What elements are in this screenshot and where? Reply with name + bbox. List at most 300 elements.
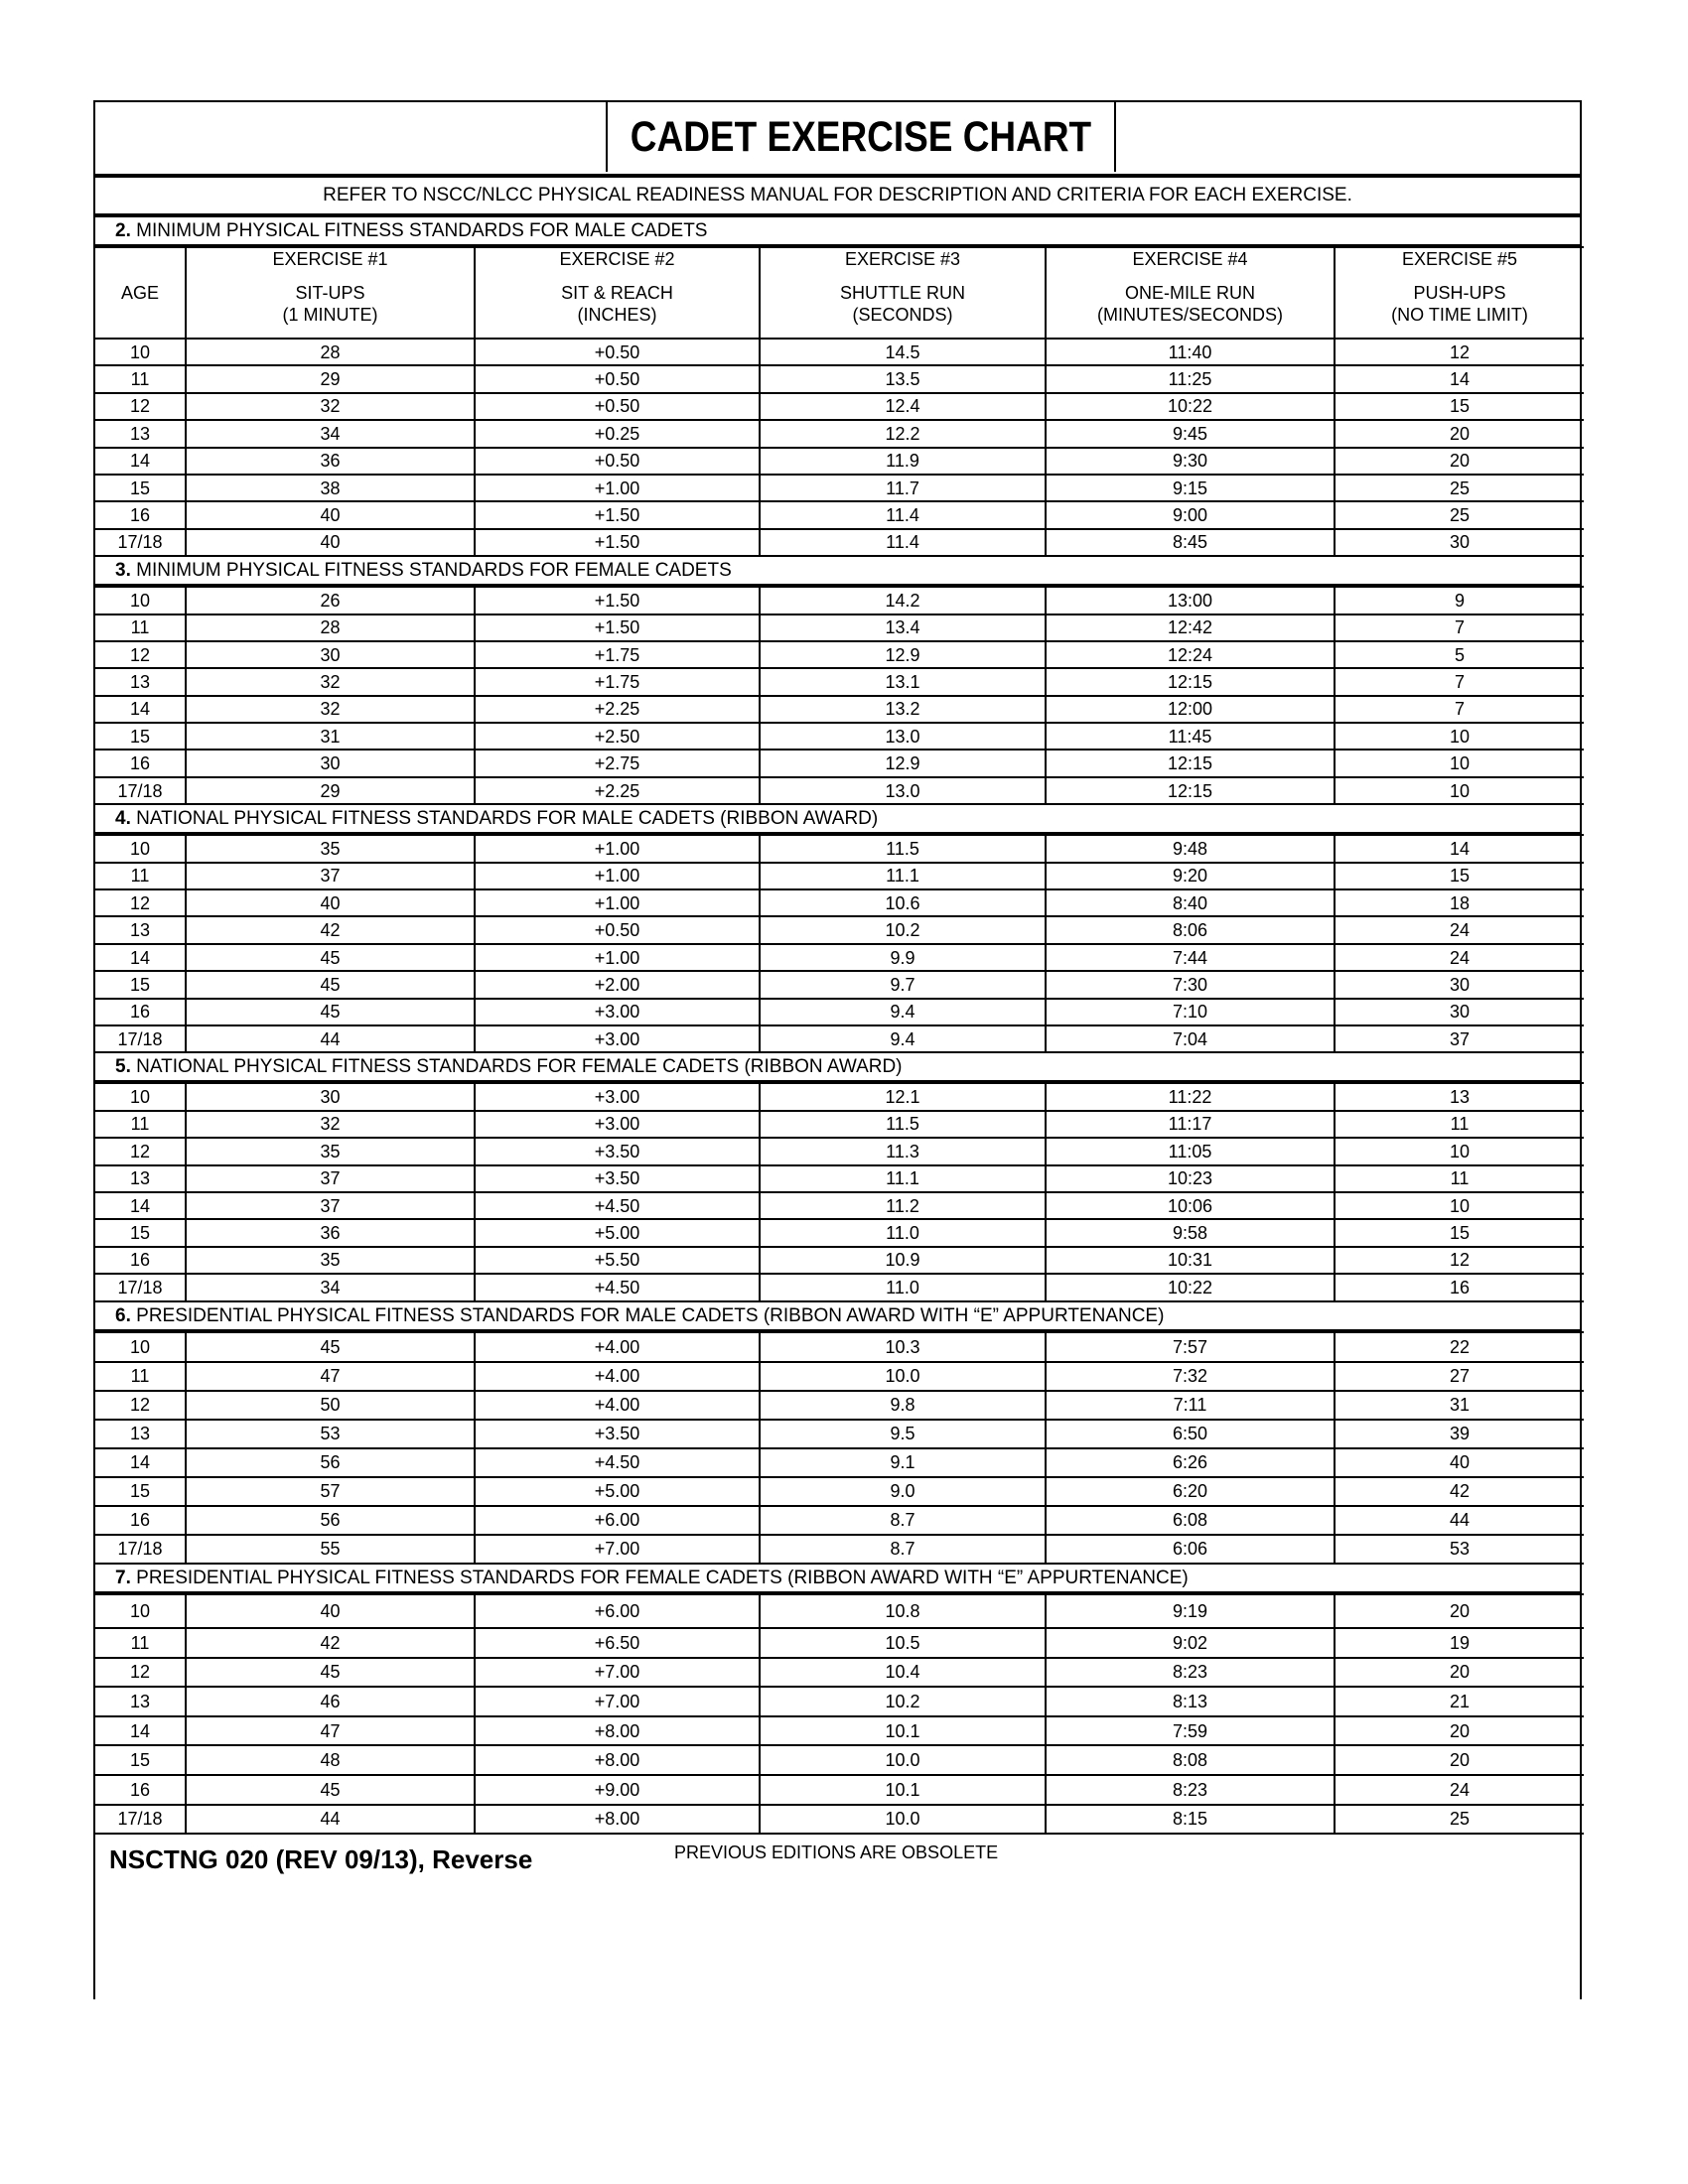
value-cell: 9.7	[760, 971, 1046, 998]
value-cell: 10.3	[760, 1332, 1046, 1362]
table-row	[95, 668, 1584, 695]
value-cell: 10.4	[760, 1658, 1046, 1688]
age-cell: 13	[95, 1420, 186, 1448]
exercise-name: SIT-UPS	[295, 283, 365, 303]
exercise-unit: (SECONDS)	[852, 305, 953, 325]
table-row	[95, 889, 1584, 916]
value-cell: 36	[186, 448, 475, 475]
value-cell: 32	[186, 696, 475, 723]
value-cell: 6:20	[1046, 1477, 1335, 1506]
value-cell: +1.50	[475, 587, 760, 614]
table-row	[95, 999, 1584, 1025]
footer	[95, 1835, 1580, 1894]
value-cell: 9:02	[1046, 1628, 1335, 1658]
exercise-number: EXERCISE #1	[272, 249, 388, 269]
value-cell: 25	[1335, 501, 1584, 528]
value-cell: +6.00	[475, 1594, 760, 1629]
exercise-number: EXERCISE #4	[1132, 249, 1248, 269]
value-cell: 50	[186, 1391, 475, 1420]
value-cell: 53	[1335, 1535, 1584, 1564]
value-cell: 55	[186, 1535, 475, 1564]
value-cell: 9:15	[1046, 475, 1335, 501]
value-cell: 12.1	[760, 1083, 1046, 1110]
value-cell: 9.0	[760, 1477, 1046, 1506]
age-cell: 14	[95, 944, 186, 971]
value-cell: 9	[1335, 587, 1584, 614]
value-cell: 13.1	[760, 668, 1046, 695]
value-cell: 35	[186, 835, 475, 862]
table-row	[95, 1111, 1584, 1138]
table-row	[95, 1745, 1584, 1775]
age-cell: 13	[95, 668, 186, 695]
value-cell: 34	[186, 1274, 475, 1300]
value-cell: 56	[186, 1506, 475, 1535]
age-cell: 14	[95, 1192, 186, 1219]
exercise-unit: (MINUTES/SECONDS)	[1096, 305, 1283, 325]
value-cell: 10	[1335, 1138, 1584, 1164]
exercise-header	[1046, 247, 1335, 339]
age-cell: 12	[95, 1391, 186, 1420]
value-cell: 7:44	[1046, 944, 1335, 971]
value-cell: 8:13	[1046, 1687, 1335, 1716]
exercise-header	[475, 247, 760, 339]
age-cell: 12	[95, 1658, 186, 1688]
value-cell: 11	[1335, 1165, 1584, 1192]
table-row	[95, 475, 1584, 501]
value-cell: 11.4	[760, 501, 1046, 528]
value-cell: +0.50	[475, 339, 760, 365]
age-cell: 13	[95, 916, 186, 943]
table-row	[95, 1420, 1584, 1448]
value-cell: 9:20	[1046, 863, 1335, 889]
table-row	[95, 393, 1584, 420]
value-cell: 10.2	[760, 1687, 1046, 1716]
table-row	[95, 971, 1584, 998]
value-cell: +8.00	[475, 1745, 760, 1775]
refer-note: REFER TO NSCC/NLCC PHYSICAL READINESS MANUAL FOR DESCRIPTION AND CRITERIA FOR EACH EXERCISE.	[95, 178, 1580, 217]
table-row	[95, 1274, 1584, 1300]
value-cell: 45	[186, 971, 475, 998]
value-cell: 6:08	[1046, 1506, 1335, 1535]
value-cell: +1.00	[475, 863, 760, 889]
value-cell: 11:17	[1046, 1111, 1335, 1138]
value-cell: 11:45	[1046, 723, 1335, 750]
value-cell: +8.00	[475, 1805, 760, 1835]
value-cell: 45	[186, 944, 475, 971]
value-cell: 28	[186, 339, 475, 365]
value-cell: 10:06	[1046, 1192, 1335, 1219]
age-cell: 14	[95, 1448, 186, 1477]
value-cell: 6:26	[1046, 1448, 1335, 1477]
value-cell: +5.50	[475, 1247, 760, 1274]
value-cell: +3.00	[475, 1025, 760, 1052]
value-cell: 9:48	[1046, 835, 1335, 862]
value-cell: 14	[1335, 365, 1584, 392]
sections-container	[95, 217, 1580, 1835]
value-cell: 10.5	[760, 1628, 1046, 1658]
section-number: 7.	[115, 1567, 131, 1588]
value-cell: 42	[1335, 1477, 1584, 1506]
age-cell: 14	[95, 1716, 186, 1746]
age-cell: 17/18	[95, 1805, 186, 1835]
age-cell: 13	[95, 420, 186, 447]
value-cell: 42	[186, 916, 475, 943]
value-cell: 8:45	[1046, 529, 1335, 556]
value-cell: 9:30	[1046, 448, 1335, 475]
age-cell: 16	[95, 750, 186, 776]
table-row	[95, 1716, 1584, 1746]
value-cell: +0.50	[475, 393, 760, 420]
table-row	[95, 1138, 1584, 1164]
value-cell: 16	[1335, 1274, 1584, 1300]
section-number: 2.	[115, 220, 131, 241]
value-cell: 8:23	[1046, 1658, 1335, 1688]
age-cell: 16	[95, 1247, 186, 1274]
value-cell: 7:10	[1046, 999, 1335, 1025]
value-cell: 10.0	[760, 1805, 1046, 1835]
age-cell: 15	[95, 1477, 186, 1506]
section-heading	[95, 1302, 1580, 1331]
standards-table	[95, 586, 1584, 805]
age-cell: 10	[95, 1083, 186, 1110]
table-row	[95, 529, 1584, 556]
value-cell: 12.2	[760, 420, 1046, 447]
value-cell: 9.9	[760, 944, 1046, 971]
table-row	[95, 501, 1584, 528]
value-cell: 32	[186, 393, 475, 420]
value-cell: 30	[186, 641, 475, 668]
value-cell: 11	[1335, 1111, 1584, 1138]
value-cell: +3.00	[475, 999, 760, 1025]
age-cell: 15	[95, 1219, 186, 1246]
value-cell: +3.50	[475, 1138, 760, 1164]
table-row	[95, 420, 1584, 447]
value-cell: 10:31	[1046, 1247, 1335, 1274]
age-cell: 13	[95, 1687, 186, 1716]
standards-table	[95, 246, 1584, 557]
value-cell: 13:00	[1046, 587, 1335, 614]
value-cell: 56	[186, 1448, 475, 1477]
table-row	[95, 1332, 1584, 1362]
value-cell: 11.0	[760, 1274, 1046, 1300]
table-row	[95, 614, 1584, 641]
value-cell: 7	[1335, 614, 1584, 641]
age-cell: 10	[95, 587, 186, 614]
value-cell: 13.0	[760, 777, 1046, 804]
value-cell: 32	[186, 1111, 475, 1138]
value-cell: 13.5	[760, 365, 1046, 392]
value-cell: 38	[186, 475, 475, 501]
value-cell: 20	[1335, 448, 1584, 475]
table-row	[95, 1219, 1584, 1246]
value-cell: +4.00	[475, 1332, 760, 1362]
table-row	[95, 750, 1584, 776]
value-cell: 12:15	[1046, 668, 1335, 695]
value-cell: +1.75	[475, 668, 760, 695]
value-cell: 22	[1335, 1332, 1584, 1362]
value-cell: 11.9	[760, 448, 1046, 475]
value-cell: 11.2	[760, 1192, 1046, 1219]
value-cell: +3.50	[475, 1420, 760, 1448]
value-cell: 29	[186, 365, 475, 392]
value-cell: 7:59	[1046, 1716, 1335, 1746]
age-cell: 10	[95, 835, 186, 862]
value-cell: 12:00	[1046, 696, 1335, 723]
section-number: 4.	[115, 808, 131, 830]
exercise-header	[1335, 247, 1584, 339]
value-cell: 10.1	[760, 1775, 1046, 1805]
exercise-unit: (INCHES)	[577, 305, 657, 325]
value-cell: 7:11	[1046, 1391, 1335, 1420]
value-cell: +7.00	[475, 1535, 760, 1564]
value-cell: 10	[1335, 1192, 1584, 1219]
value-cell: 9.8	[760, 1391, 1046, 1420]
value-cell: 15	[1335, 393, 1584, 420]
section-heading	[95, 1565, 1580, 1593]
section-title: NATIONAL PHYSICAL FITNESS STANDARDS FOR MALE CADETS (RIBBON AWARD)	[136, 808, 879, 830]
section-heading	[95, 217, 1580, 246]
value-cell: 10:23	[1046, 1165, 1335, 1192]
value-cell: 13.4	[760, 614, 1046, 641]
value-cell: 9:00	[1046, 501, 1335, 528]
value-cell: +2.50	[475, 723, 760, 750]
age-cell: 16	[95, 1506, 186, 1535]
value-cell: +2.00	[475, 971, 760, 998]
value-cell: +4.00	[475, 1391, 760, 1420]
value-cell: 10.1	[760, 1716, 1046, 1746]
age-cell: 16	[95, 999, 186, 1025]
age-cell: 13	[95, 1165, 186, 1192]
value-cell: 7:57	[1046, 1332, 1335, 1362]
age-cell: 15	[95, 1745, 186, 1775]
value-cell: 47	[186, 1716, 475, 1746]
value-cell: 10	[1335, 723, 1584, 750]
exercise-number: EXERCISE #3	[844, 249, 961, 269]
exercise-name: SIT & REACH	[561, 283, 673, 303]
table-row	[95, 1391, 1584, 1420]
value-cell: 8:06	[1046, 916, 1335, 943]
obsolete-note: PREVIOUS EDITIONS ARE OBSOLETE	[674, 1843, 999, 1863]
value-cell: 14.2	[760, 587, 1046, 614]
value-cell: 9:45	[1046, 420, 1335, 447]
standards-table	[95, 1331, 1584, 1565]
value-cell: 10.6	[760, 889, 1046, 916]
value-cell: 9.4	[760, 999, 1046, 1025]
value-cell: +6.50	[475, 1628, 760, 1658]
value-cell: +8.00	[475, 1716, 760, 1746]
value-cell: +1.75	[475, 641, 760, 668]
value-cell: 37	[186, 863, 475, 889]
value-cell: 20	[1335, 1594, 1584, 1629]
standards-table	[95, 834, 1584, 1053]
value-cell: +2.25	[475, 696, 760, 723]
value-cell: 40	[186, 501, 475, 528]
value-cell: 24	[1335, 916, 1584, 943]
value-cell: 12.9	[760, 641, 1046, 668]
value-cell: 19	[1335, 1628, 1584, 1658]
value-cell: 8:15	[1046, 1805, 1335, 1835]
exercise-number: EXERCISE #5	[1401, 249, 1518, 269]
value-cell: 8.7	[760, 1535, 1046, 1564]
value-cell: 28	[186, 614, 475, 641]
value-cell: +4.50	[475, 1192, 760, 1219]
value-cell: 24	[1335, 1775, 1584, 1805]
table-row	[95, 944, 1584, 971]
section-heading	[95, 557, 1580, 586]
value-cell: +0.50	[475, 448, 760, 475]
value-cell: 6:50	[1046, 1420, 1335, 1448]
section-title: PRESIDENTIAL PHYSICAL FITNESS STANDARDS FOR FEMALE CADETS (RIBBON AWARD WITH “E” APPURTENANCE)	[136, 1567, 1189, 1588]
value-cell: 45	[186, 999, 475, 1025]
table-row	[95, 1165, 1584, 1192]
value-cell: 11.1	[760, 1165, 1046, 1192]
value-cell: 30	[186, 1083, 475, 1110]
value-cell: 10.9	[760, 1247, 1046, 1274]
value-cell: 10	[1335, 750, 1584, 776]
value-cell: 11.4	[760, 529, 1046, 556]
value-cell: 9.1	[760, 1448, 1046, 1477]
table-row	[95, 1805, 1584, 1835]
exercise-unit: (1 MINUTE)	[282, 305, 378, 325]
exercise-name-block	[761, 282, 1045, 326]
value-cell: 12	[1335, 1247, 1584, 1274]
table-row	[95, 1775, 1584, 1805]
value-cell: 26	[186, 587, 475, 614]
value-cell: 11:40	[1046, 339, 1335, 365]
value-cell: +1.00	[475, 475, 760, 501]
value-cell: 11:25	[1046, 365, 1335, 392]
value-cell: 9.4	[760, 1025, 1046, 1052]
value-cell: +0.50	[475, 916, 760, 943]
section-number: 6.	[115, 1304, 131, 1326]
value-cell: 13.2	[760, 696, 1046, 723]
table-row	[95, 1192, 1584, 1219]
column-header-row	[95, 247, 1584, 339]
section-title: MINIMUM PHYSICAL FITNESS STANDARDS FOR MALE CADETS	[136, 220, 708, 241]
value-cell: 9:58	[1046, 1219, 1335, 1246]
age-cell: 10	[95, 1332, 186, 1362]
title-box	[606, 100, 1116, 172]
table-row	[95, 696, 1584, 723]
value-cell: +0.25	[475, 420, 760, 447]
value-cell: 10:22	[1046, 393, 1335, 420]
age-cell: 14	[95, 448, 186, 475]
value-cell: 40	[186, 1594, 475, 1629]
value-cell: 5	[1335, 641, 1584, 668]
value-cell: +1.50	[475, 501, 760, 528]
exercise-name: PUSH-UPS	[1413, 283, 1506, 303]
value-cell: 10.0	[760, 1362, 1046, 1391]
value-cell: +4.00	[475, 1362, 760, 1391]
section-title: PRESIDENTIAL PHYSICAL FITNESS STANDARDS FOR MALE CADETS (RIBBON AWARD WITH “E” APPURTENANCE)	[136, 1304, 1165, 1326]
age-header: AGE	[95, 247, 186, 339]
value-cell: 14.5	[760, 339, 1046, 365]
value-cell: 13.0	[760, 723, 1046, 750]
table-row	[95, 723, 1584, 750]
value-cell: 15	[1335, 863, 1584, 889]
value-cell: +1.00	[475, 944, 760, 971]
section-heading	[95, 1053, 1580, 1082]
value-cell: +5.00	[475, 1477, 760, 1506]
value-cell: 12:42	[1046, 614, 1335, 641]
value-cell: 46	[186, 1687, 475, 1716]
value-cell: 12:15	[1046, 750, 1335, 776]
value-cell: 10.0	[760, 1745, 1046, 1775]
value-cell: 8.7	[760, 1506, 1046, 1535]
table-row	[95, 1025, 1584, 1052]
age-cell: 16	[95, 501, 186, 528]
value-cell: 11.1	[760, 863, 1046, 889]
value-cell: 34	[186, 420, 475, 447]
value-cell: 11.7	[760, 475, 1046, 501]
age-cell: 10	[95, 339, 186, 365]
value-cell: 25	[1335, 475, 1584, 501]
value-cell: 32	[186, 668, 475, 695]
value-cell: 30	[1335, 529, 1584, 556]
table-row	[95, 1362, 1584, 1391]
value-cell: 8:40	[1046, 889, 1335, 916]
age-cell: 14	[95, 696, 186, 723]
age-cell: 11	[95, 1111, 186, 1138]
value-cell: +5.00	[475, 1219, 760, 1246]
age-cell: 11	[95, 614, 186, 641]
value-cell: 11:05	[1046, 1138, 1335, 1164]
value-cell: 7:30	[1046, 971, 1335, 998]
value-cell: 20	[1335, 1658, 1584, 1688]
value-cell: +3.50	[475, 1165, 760, 1192]
value-cell: +9.00	[475, 1775, 760, 1805]
value-cell: 8:08	[1046, 1745, 1335, 1775]
form-id: NSCTNG 020 (REV 09/13), Reverse	[109, 1844, 533, 1875]
value-cell: 10:22	[1046, 1274, 1335, 1300]
value-cell: +2.75	[475, 750, 760, 776]
value-cell: 7:32	[1046, 1362, 1335, 1391]
table-row	[95, 1628, 1584, 1658]
exercise-name-block	[1047, 282, 1334, 326]
table-row	[95, 777, 1584, 804]
value-cell: +3.00	[475, 1111, 760, 1138]
section-number: 5.	[115, 1056, 131, 1078]
value-cell: 31	[186, 723, 475, 750]
value-cell: 12	[1335, 339, 1584, 365]
value-cell: 44	[186, 1805, 475, 1835]
value-cell: 40	[186, 529, 475, 556]
page-title: CADET EXERCISE CHART	[630, 112, 1092, 161]
value-cell: 30	[1335, 999, 1584, 1025]
standards-table	[95, 1082, 1584, 1301]
age-cell: 15	[95, 971, 186, 998]
value-cell: 9:19	[1046, 1594, 1335, 1629]
value-cell: 48	[186, 1745, 475, 1775]
value-cell: +4.50	[475, 1274, 760, 1300]
exercise-unit: (NO TIME LIMIT)	[1391, 305, 1528, 325]
value-cell: 10.8	[760, 1594, 1046, 1629]
value-cell: 37	[1335, 1025, 1584, 1052]
value-cell: +3.00	[475, 1083, 760, 1110]
value-cell: 9.5	[760, 1420, 1046, 1448]
table-row	[95, 1083, 1584, 1110]
table-row	[95, 1687, 1584, 1716]
age-cell: 10	[95, 1594, 186, 1629]
value-cell: 8:23	[1046, 1775, 1335, 1805]
value-cell: 20	[1335, 420, 1584, 447]
value-cell: 15	[1335, 1219, 1584, 1246]
section-title: NATIONAL PHYSICAL FITNESS STANDARDS FOR FEMALE CADETS (RIBBON AWARD)	[136, 1056, 903, 1078]
value-cell: 20	[1335, 1716, 1584, 1746]
age-cell: 17/18	[95, 1535, 186, 1564]
age-cell: 11	[95, 1628, 186, 1658]
exercise-name-block	[187, 282, 474, 326]
